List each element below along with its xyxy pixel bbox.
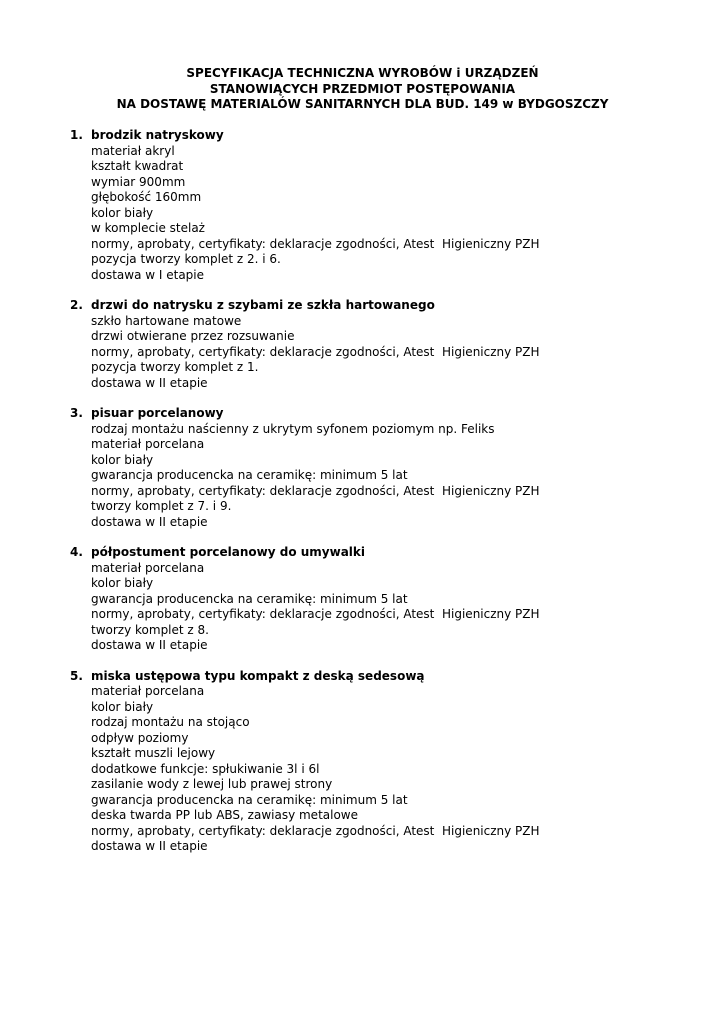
spec-item-detail-line: kolor biały — [91, 205, 154, 220]
spec-item-detail-line: wymiar 900mm — [91, 174, 186, 189]
spec-item-heading — [70, 406, 700, 422]
spec-item — [70, 669, 700, 855]
spec-item — [70, 406, 700, 530]
spec-item-name: brodzik natryskowy — [91, 128, 224, 142]
spec-item-detail-line: drzwi otwierane przez rozsuwanie — [91, 329, 295, 343]
spec-item-detail-line: materiał akryl — [91, 143, 175, 158]
spec-item-number: 1. — [70, 128, 83, 142]
spec-item-detail-line: dodatkowe funkcje: spłukiwanie 3l i 6l — [91, 761, 320, 776]
spec-item-details — [70, 314, 700, 392]
spec-item-detail-line: pozycja tworzy komplet z 1. — [91, 360, 259, 374]
spec-item-detail-line: tworzy komplet z 7. i 9. — [91, 499, 232, 513]
spec-item-detail-line: materiał porcelana — [91, 684, 205, 698]
spec-item — [70, 545, 700, 654]
spec-item-number: 5. — [70, 668, 83, 683]
spec-item-detail-line: dostawa w I etapie — [91, 267, 205, 282]
spec-item-detail-line: kształt kwadrat — [91, 159, 184, 173]
spec-item-detail-line: normy, aprobaty, certyfikaty: deklaracje zgodności, Atest Higieniczny PZH — [91, 823, 540, 838]
spec-item-details — [70, 561, 700, 654]
spec-item-detail-line: dostawa w II etapie — [91, 514, 208, 529]
spec-item-details — [70, 422, 700, 531]
spec-item-detail-line: rodzaj montażu na stojąco — [91, 715, 250, 729]
spec-item-name: miska ustępowa typu kompakt z deską sedesową — [91, 668, 425, 683]
spec-item-detail-line: tworzy komplet z 8. — [91, 622, 209, 637]
spec-item-detail-line: normy, aprobaty, certyfikaty: deklaracje zgodności, Atest Higieniczny PZH — [91, 236, 540, 251]
spec-item-detail-line: rodzaj montażu naścienny z ukrytym syfonem poziomym np. Feliks — [91, 421, 495, 436]
spec-item — [70, 298, 700, 391]
title-line: NA DOSTAWĘ MATERIALÓW SANITARNYCH DLA BUD. 149 w BYDGOSZCZY — [116, 97, 609, 111]
spec-item-detail-line: deska twarda PP lub ABS, zawiasy metalowe — [91, 808, 358, 822]
spec-item-heading — [70, 545, 700, 561]
spec-item-detail-line: normy, aprobaty, certyfikaty: deklaracje zgodności, Atest Higieniczny PZH — [91, 483, 540, 498]
spec-item-detail-line: kształt muszli lejowy — [91, 746, 216, 760]
spec-item-detail-line: szkło hartowane matowe — [91, 313, 242, 328]
spec-item-number: 4. — [70, 545, 83, 559]
spec-item-detail-line: kolor biały — [91, 576, 154, 590]
spec-item-detail-line: materiał porcelana — [91, 560, 205, 575]
spec-item-name: pisuar porcelanowy — [91, 406, 224, 420]
spec-item-detail-line: głębokość 160mm — [91, 190, 202, 204]
spec-item-detail-line: dostawa w II etapie — [91, 839, 208, 853]
title-line: STANOWIĄCYCH PRZEDMIOT POSTĘPOWANIA — [209, 81, 516, 96]
spec-item-detail-line: kolor biały — [91, 452, 154, 467]
spec-item-detail-line: gwarancja producencka na ceramikę: minimum 5 lat — [91, 591, 408, 606]
title-line: SPECYFIKACJA TECHNICZNA WYROBÓW i URZĄDZEŃ — [186, 66, 539, 80]
spec-item-detail-line: pozycja tworzy komplet z 2. i 6. — [91, 252, 281, 266]
spec-item-details — [70, 144, 700, 284]
spec-item-detail-line: gwarancja producencka na ceramikę: minimum 5 lat — [91, 468, 408, 482]
spec-item-detail-line: kolor biały — [91, 699, 154, 714]
spec-item-heading — [70, 669, 700, 685]
spec-item-number: 2. — [70, 298, 83, 312]
spec-item — [70, 128, 700, 283]
spec-item-number: 3. — [70, 406, 83, 420]
spec-item-heading — [70, 128, 700, 144]
spec-item-detail-line: w komplecie stelaż — [91, 221, 205, 235]
document-title — [0, 66, 725, 113]
spec-item-name: półpostument porcelanowy do umywalki — [91, 545, 366, 559]
spec-item-detail-line: odpływ poziomy — [91, 730, 189, 745]
spec-item-detail-line: normy, aprobaty, certyfikaty: deklaracje zgodności, Atest Higieniczny PZH — [91, 344, 540, 359]
spec-item-heading — [70, 298, 700, 314]
spec-item-detail-line: zasilanie wody z lewej lub prawej strony — [91, 777, 333, 791]
spec-item-detail-line: dostawa w II etapie — [91, 375, 208, 390]
spec-item-detail-line: gwarancja producencka na ceramikę: minimum 5 lat — [91, 792, 408, 807]
specification-list — [70, 128, 700, 870]
spec-item-detail-line: dostawa w II etapie — [91, 638, 208, 652]
spec-item-name: drzwi do natrysku z szybami ze szkła hartowanego — [91, 298, 435, 312]
spec-item-detail-line: materiał porcelana — [91, 437, 205, 451]
spec-item-details — [70, 684, 700, 855]
spec-item-detail-line: normy, aprobaty, certyfikaty: deklaracje zgodności, Atest Higieniczny PZH — [91, 607, 540, 621]
